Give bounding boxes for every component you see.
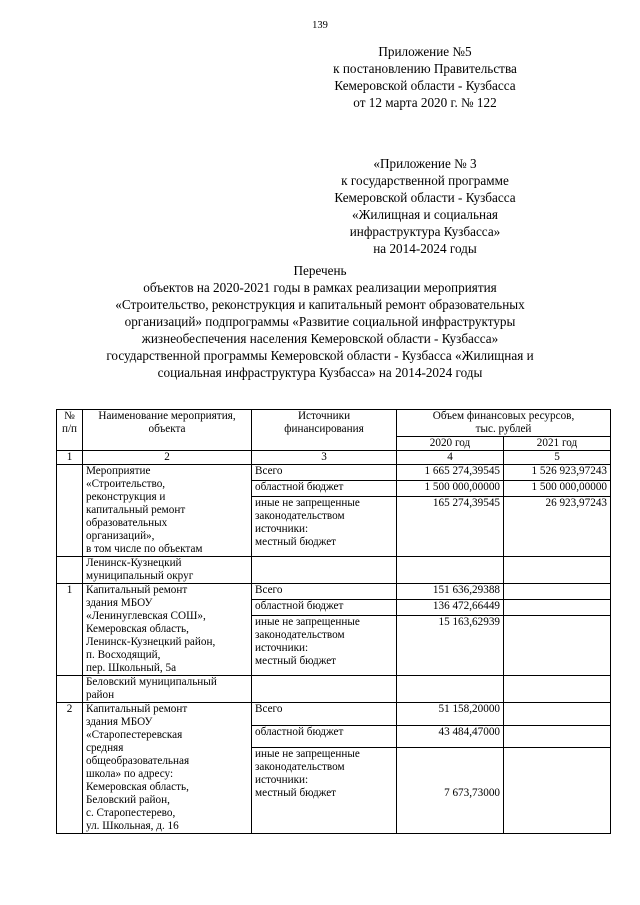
district-name: Беловский муниципальный район <box>83 676 252 703</box>
district-row <box>57 557 611 584</box>
source-regional-label: областной бюджет <box>252 599 397 615</box>
object2-total-2020: 51 158,20000 <box>397 703 504 726</box>
object2-local-2020: 7 673,73000 <box>397 748 504 834</box>
header-year-2020: 2020 год <box>397 437 504 451</box>
object1-regional-2021 <box>504 599 611 615</box>
object1-total-2021 <box>504 584 611 600</box>
appendix-program-block <box>330 155 520 257</box>
measure-total-row <box>57 465 611 481</box>
district-2020-cell <box>397 676 504 703</box>
district-num-cell <box>57 557 83 584</box>
col-number: 1 <box>57 451 83 465</box>
column-numbers-row <box>57 451 611 465</box>
measure-num-cell <box>57 465 83 557</box>
col-number: 3 <box>252 451 397 465</box>
source-total-label: Всего <box>252 584 397 600</box>
appendix-line: на 2014-2024 годы <box>373 241 477 256</box>
object1-regional-2020: 136 472,66449 <box>397 599 504 615</box>
source-total-label: Всего <box>252 465 397 481</box>
object2-regional-2020: 43 484,47000 <box>397 725 504 748</box>
table-header-row <box>57 410 611 437</box>
district-2021-cell <box>504 676 611 703</box>
title-line: «Строительство, реконструкция и капитальный ремонт образовательных <box>115 297 525 312</box>
source-other-label: иные не запрещенные законодательством источники: местный бюджет <box>252 748 397 834</box>
source-total-label: Всего <box>252 703 397 726</box>
object-name: Капитальный ремонт здания МБОУ «Старопестеревская средняя общеобразовательная школа» по адресу: Кемеровская область, Беловский район, с. Старопестерево, ул. Школьная, д. 16 <box>83 703 252 834</box>
appendix-line: «Приложение № 3 <box>373 156 477 171</box>
district-source-cell <box>252 557 397 584</box>
measure-total-2021: 1 526 923,97243 <box>504 465 611 481</box>
title-line: объектов на 2020-2021 годы в рамках реализации мероприятия <box>143 280 497 295</box>
title-line: социальная инфраструктура Кузбасса» на 2014-2024 годы <box>157 365 483 380</box>
objects-table <box>56 409 611 834</box>
measure-local-2020: 165 274,39545 <box>397 496 504 556</box>
object1-total-2020: 151 636,29388 <box>397 584 504 600</box>
appendix-resolution-block <box>330 43 520 111</box>
appendix-line: Приложение №5 <box>378 44 472 59</box>
object1-total-row <box>57 584 611 600</box>
source-other-label: иные не запрещенные законодательством источники: местный бюджет <box>252 496 397 556</box>
col-number: 5 <box>504 451 611 465</box>
source-other-label: иные не запрещенные законодательством источники: местный бюджет <box>252 615 397 675</box>
district-row <box>57 676 611 703</box>
col-number: 4 <box>397 451 504 465</box>
title-line: жизнеобеспечения населения Кемеровской области - Кузбасса» <box>141 331 499 346</box>
measure-regional-2020: 1 500 000,00000 <box>397 480 504 496</box>
object2-total-row <box>57 703 611 726</box>
measure-name: Мероприятие «Строительство, реконструкция и капитальный ремонт образовательных организаций», в том числе по объектам <box>83 465 252 557</box>
document-title <box>80 262 560 381</box>
district-num-cell <box>57 676 83 703</box>
object1-local-2020: 15 163,62939 <box>397 615 504 675</box>
header-volume: Объем финансовых ресурсов, тыс. рублей <box>397 410 611 437</box>
appendix-line: Кемеровской области - Кузбасса <box>334 190 516 205</box>
appendix-line: от 12 марта 2020 г. № 122 <box>353 95 497 110</box>
object-num: 2 <box>57 703 83 834</box>
measure-local-2021: 26 923,97243 <box>504 496 611 556</box>
appendix-line: Кемеровской области - Кузбасса <box>334 78 516 93</box>
appendix-line: к постановлению Правительства <box>333 61 517 76</box>
col-number: 2 <box>83 451 252 465</box>
district-2021-cell <box>504 557 611 584</box>
appendix-line: «Жилищная и социальная <box>352 207 498 222</box>
header-source: Источники финансирования <box>252 410 397 451</box>
object2-total-2021 <box>504 703 611 726</box>
title-line: Перечень <box>293 263 347 278</box>
object-name: Капитальный ремонт здания МБОУ «Ленинуглевская СОШ», Кемеровская область, Ленинск-Кузнецкий район, п. Восходящий, пер. Школьный, 5а <box>83 584 252 676</box>
header-name: Наименование мероприятия, объекта <box>83 410 252 451</box>
appendix-line: к государственной программе <box>341 173 509 188</box>
appendix-line: инфраструктура Кузбасса» <box>349 224 501 239</box>
title-line: государственной программы Кемеровской области - Кузбасса «Жилищная и <box>106 348 534 363</box>
object2-local-2021 <box>504 748 611 834</box>
measure-regional-2021: 1 500 000,00000 <box>504 480 611 496</box>
district-name: Ленинск-Кузнецкий муниципальный округ <box>83 557 252 584</box>
district-2020-cell <box>397 557 504 584</box>
district-source-cell <box>252 676 397 703</box>
object2-regional-2021 <box>504 725 611 748</box>
header-num: № п/п <box>57 410 83 451</box>
page-number: 139 <box>312 20 328 31</box>
title-line: организаций» подпрограммы «Развитие социальной инфраструктуры <box>124 314 516 329</box>
object1-local-2021 <box>504 615 611 675</box>
header-year-2021: 2021 год <box>504 437 611 451</box>
source-regional-label: областной бюджет <box>252 480 397 496</box>
measure-total-2020: 1 665 274,39545 <box>397 465 504 481</box>
object-num: 1 <box>57 584 83 676</box>
source-regional-label: областной бюджет <box>252 725 397 748</box>
